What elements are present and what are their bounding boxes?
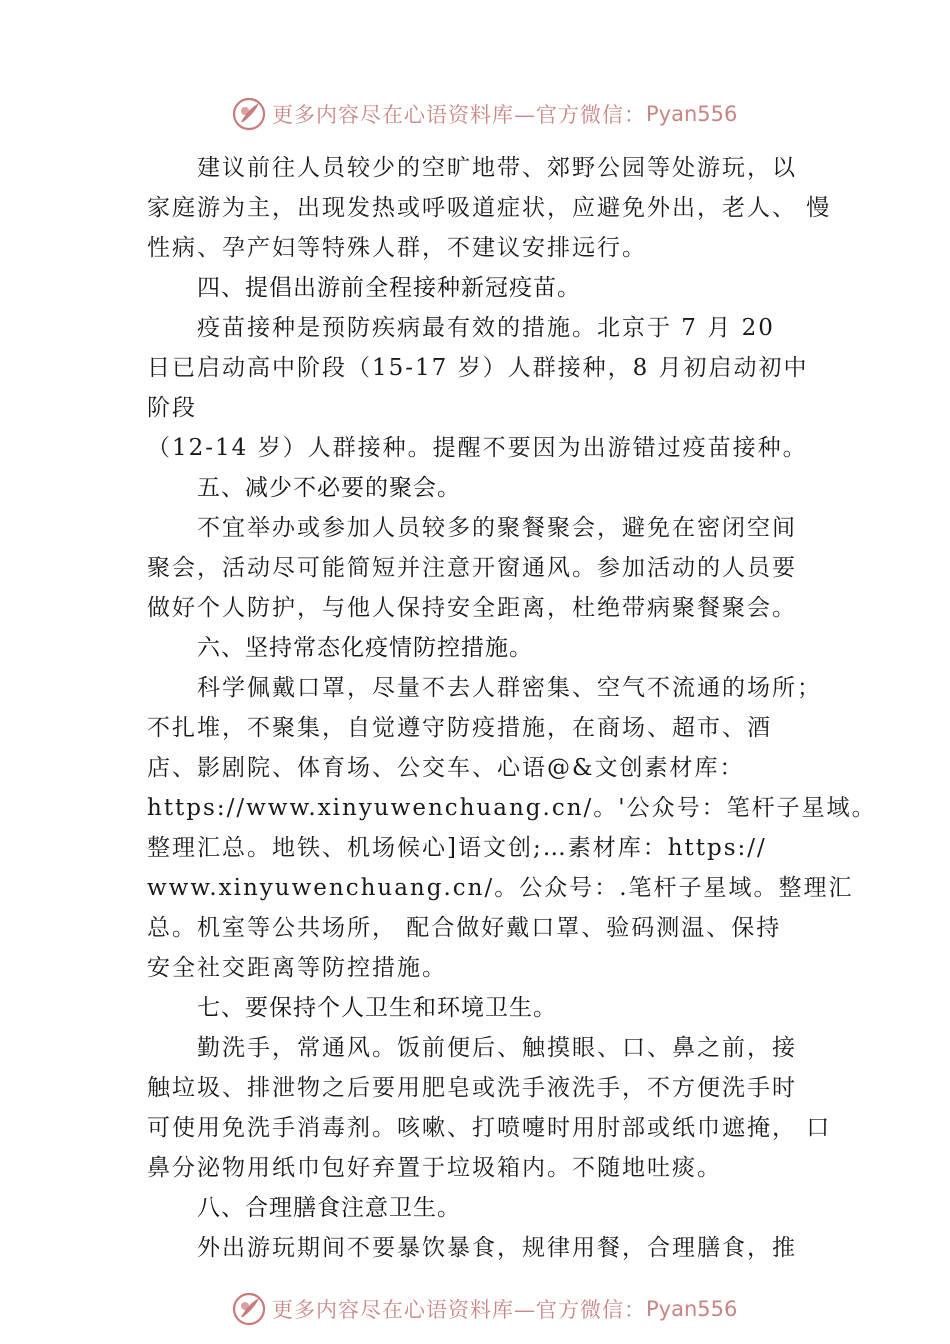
section-heading: 五、减少不必要的聚会。 <box>197 475 461 501</box>
paragraph-line: （12-14 岁）人群接种。提醒不要因为出游错过疫苗接种。 <box>147 435 808 461</box>
section-heading: 七、要保持个人卫生和环境卫生。 <box>197 995 557 1021</box>
banner-text: 更多内容尽在心语资料库—官方微信： <box>272 103 646 127</box>
wechat-id: Pyan556 <box>646 1297 738 1321</box>
paragraph-line: 外出游玩期间不要暴饮暴食，规律用餐，合理膳食，推 <box>197 1235 797 1261</box>
paragraph-line: https://www.xinyuwenchuang.cn/。'公众号：笔杆子星域。 <box>147 795 877 821</box>
paragraph-line: 鼻分泌物用纸巾包好弃置于垃圾箱内。不随地吐痰。 <box>147 1155 722 1181</box>
paragraph-line: 不宜举办或参加人员较多的聚餐聚会，避免在密闭空间 <box>197 515 797 541</box>
quill-logo-icon <box>232 97 266 131</box>
paragraph-line: 总。机室等公共场所， 配合做好戴口罩、验码测温、保持 <box>147 915 782 941</box>
section-heading: 四、提倡出游前全程接种新冠疫苗。 <box>197 275 581 301</box>
footer-watermark-banner <box>232 1289 737 1329</box>
paragraph-line: 不扎堆，不聚集，自觉遵守防疫措施，在商场、超市、酒 <box>147 715 772 741</box>
paragraph-line: 建议前往人员较少的空旷地带、郊野公园等处游玩，以 <box>197 155 797 181</box>
paragraph-line: 勤洗手，常通风。饭前便后、触摸眼、口、鼻之前，接 <box>197 1035 797 1061</box>
quill-logo-icon <box>232 1292 266 1326</box>
paragraph-line: 店、影剧院、体育场、公交车、心语@&文创素材库： <box>147 755 745 781</box>
section-heading: 八、合理膳食注意卫生。 <box>197 1195 461 1221</box>
banner-text: 更多内容尽在心语资料库—官方微信： <box>272 1298 646 1322</box>
paragraph-line: 触垃圾、排泄物之后要用肥皂或洗手液洗手，不方便洗手时 <box>147 1075 797 1101</box>
wechat-id: Pyan556 <box>646 102 738 126</box>
paragraph-line: 阶段 <box>147 395 197 421</box>
paragraph-line: 安全社交距离等防控措施。 <box>147 955 447 981</box>
paragraph-line: 可使用免洗手消毒剂。咳嗽、打喷嚏时用肘部或纸巾遮掩， 口 <box>147 1115 832 1141</box>
paragraph-line: 日已启动高中阶段（15-17 岁）人群接种，8 月初启动初中 <box>147 355 809 381</box>
paragraph-line: 家庭游为主，出现发热或呼吸道症状，应避免外出，老人、 慢 <box>147 195 832 221</box>
paragraph-line: 科学佩戴口罩，尽量不去人群密集、空气不流通的场所； <box>197 675 822 701</box>
paragraph-line: 聚会，活动尽可能简短并注意开窗通风。参加活动的人员要 <box>147 555 797 581</box>
paragraph-line: 疫苗接种是预防疾病最有效的措施。北京于 7 月 20 <box>197 315 775 341</box>
document-body <box>147 148 877 1268</box>
section-heading: 六、坚持常态化疫情防控措施。 <box>197 635 533 661</box>
paragraph-line: 整理汇总。地铁、机场候心]语文创;…素材库：https:// <box>147 835 767 861</box>
paragraph-line: 做好个人防护，与他人保持安全距离，杜绝带病聚餐聚会。 <box>147 595 797 621</box>
paragraph-line: www.xinyuwenchuang.cn/。公众号：.笔杆子星域。整理汇 <box>147 875 854 901</box>
paragraph-line: 性病、孕产妇等特殊人群，不建议安排远行。 <box>147 235 647 261</box>
header-watermark-banner <box>232 94 737 134</box>
